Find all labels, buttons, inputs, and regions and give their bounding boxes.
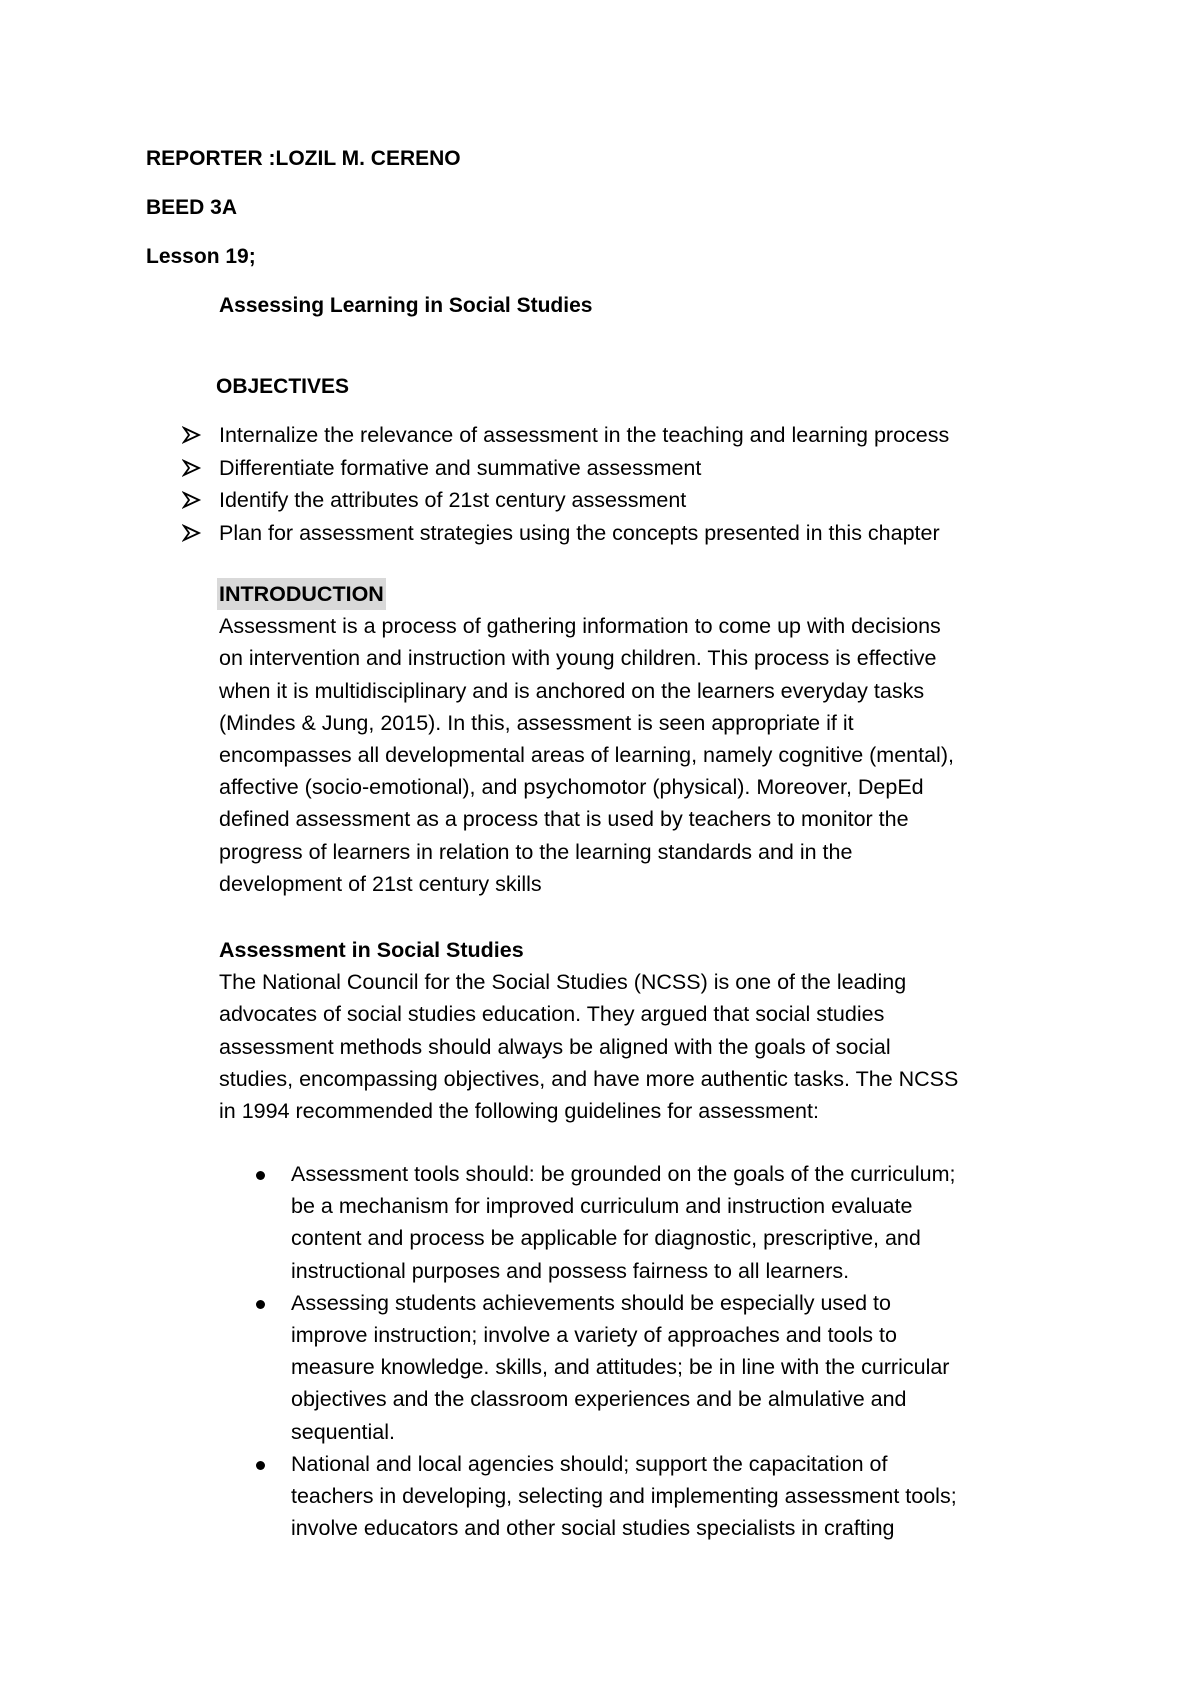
paragraph-line: on intervention and instruction with young children. This process is effective (219, 646, 937, 671)
guideline-line: Assessing students achievements should be especially used to (291, 1290, 891, 1315)
guideline-line: sequential. (291, 1419, 395, 1444)
objectives-list (182, 419, 949, 549)
paragraph-line: studies, encompassing objectives, and have more authentic tasks. The NCSS (219, 1066, 959, 1091)
guideline-line: content and process be applicable for diagnostic, prescriptive, and (291, 1226, 921, 1251)
guideline-line: teachers in developing, selecting and implementing assessment tools; (291, 1484, 957, 1509)
paragraph-line: defined assessment as a process that is used by teachers to monitor the (219, 807, 909, 832)
paragraph-line: assessment methods should always be aligned with the goals of social (219, 1034, 891, 1059)
introduction-heading: INTRODUCTION (217, 578, 386, 610)
objective-item (182, 419, 949, 452)
objective-text: Differentiate formative and summative assessment (219, 455, 702, 480)
guideline-line: objectives and the classroom experiences and be almulative and (291, 1387, 907, 1412)
objective-item (182, 517, 949, 550)
objective-text: Internalize the relevance of assessment in the teaching and learning process (219, 423, 950, 447)
guideline-line: involve educators and other social studies specialists in crafting (291, 1516, 895, 1541)
paragraph-line: Assessment is a process of gathering information to come up with decisions (219, 614, 941, 639)
arrowhead-bullet-icon (182, 419, 202, 451)
paragraph-line: advocates of social studies education. They argued that social studies (219, 1002, 885, 1027)
paragraph-line: encompasses all developmental areas of learning, namely cognitive (mental), (219, 743, 954, 768)
paragraph-line: The National Council for the Social Studies (NCSS) is one of the leading (219, 970, 907, 995)
objective-item (182, 484, 949, 517)
paragraph-line: affective (socio-emotional), and psychomotor (physical). Moreover, DepEd (219, 775, 924, 800)
paragraph-line: (Mindes & Jung, 2015). In this, assessment is seen appropriate if it (219, 710, 854, 735)
guideline-item (249, 1158, 1109, 1287)
introduction-section (219, 578, 1069, 900)
bullet-dot-icon (256, 1461, 265, 1470)
class-section: BEED 3A (146, 196, 238, 219)
guideline-line: improve instruction; involve a variety of approaches and tools to (291, 1323, 897, 1348)
paragraph-line: progress of learners in relation to the learning standards and in the (219, 839, 853, 864)
lesson-number: Lesson 19; (146, 245, 256, 268)
guideline-line: measure knowledge. skills, and attitudes; be in line with the curricular (291, 1355, 950, 1380)
arrowhead-bullet-icon (182, 484, 202, 516)
guideline-line: Assessment tools should: be grounded on the goals of the curriculum; (291, 1162, 956, 1186)
bullet-dot-icon (256, 1171, 265, 1180)
objective-text: Identify the attributes of 21st century assessment (219, 488, 687, 512)
guideline-line: instructional purposes and possess fairness to all learners. (291, 1258, 850, 1283)
objectives-heading: OBJECTIVES (216, 375, 350, 398)
guideline-line: be a mechanism for improved curriculum and instruction evaluate (291, 1194, 913, 1219)
guideline-item (249, 1287, 1109, 1448)
assessment-social-studies-section (219, 934, 1069, 1127)
guideline-line: National and local agencies should; support the capacitation of (291, 1451, 888, 1476)
paragraph-line: when it is multidisciplinary and is anchored on the learners everyday tasks (219, 678, 925, 703)
reporter-name: REPORTER :LOZIL M. CERENO (146, 147, 461, 170)
arrowhead-bullet-icon (182, 517, 202, 549)
paragraph-line: in 1994 recommended the following guidelines for assessment: (219, 1099, 819, 1124)
lesson-title: Assessing Learning in Social Studies (219, 294, 593, 317)
paragraph-line: development of 21st century skills (219, 871, 542, 896)
bullet-dot-icon (256, 1300, 265, 1309)
arrowhead-bullet-icon (182, 452, 202, 484)
assessment-social-studies-heading: Assessment in Social Studies (219, 938, 524, 962)
objective-item (182, 452, 949, 485)
guideline-item (249, 1448, 1109, 1545)
objective-text: Plan for assessment strategies using the concepts presented in this chapter (219, 520, 940, 545)
guidelines-list (249, 1158, 1109, 1544)
